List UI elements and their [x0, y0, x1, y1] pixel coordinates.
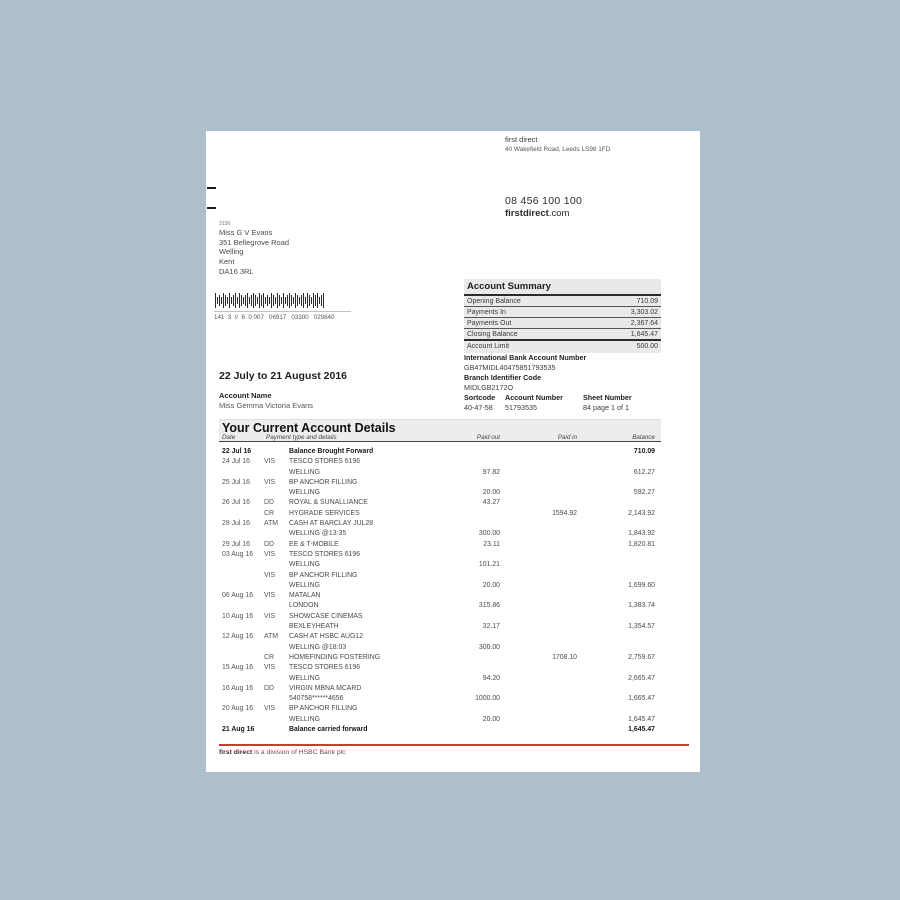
sheet-number-value: 84 page 1 of 1	[583, 403, 629, 412]
transaction-row	[219, 602, 661, 612]
transaction-row	[219, 695, 661, 705]
transaction-row	[219, 716, 661, 726]
transaction-paid-out: 97.82	[482, 468, 500, 476]
transaction-row	[219, 623, 661, 633]
account-summary-row	[464, 294, 661, 306]
account-summary-rows	[464, 294, 661, 351]
transaction-row	[219, 664, 661, 674]
transaction-row	[219, 644, 661, 654]
iban-label: International Bank Account Number	[464, 353, 587, 362]
summary-row-value: 500.00	[636, 342, 658, 350]
iban-value: GB47MIDL40475851793535	[464, 363, 556, 372]
transaction-type: DD	[264, 684, 274, 692]
transaction-detail: BP ANCHOR FILLING	[289, 705, 358, 713]
transaction-type: VIS	[264, 664, 276, 672]
footer-suffix: is a division of HSBC Bank plc	[252, 749, 346, 756]
sortcode-label: Sortcode	[464, 393, 496, 402]
transaction-row	[219, 572, 661, 582]
transaction-paid-out: 20.00	[482, 715, 500, 723]
transaction-row	[219, 613, 661, 623]
transaction-date: 22 Jul 16	[222, 448, 252, 455]
barcode-rule	[214, 311, 351, 312]
footer-divider	[219, 744, 689, 746]
transaction-paid-in: 1708.10	[552, 653, 577, 661]
transaction-row	[219, 675, 661, 685]
summary-row-label: Account Limit	[467, 342, 510, 350]
transaction-row	[219, 499, 661, 509]
account-summary-row	[464, 328, 661, 339]
transaction-balance: 1,354.57	[628, 623, 655, 631]
transaction-detail: WELLING @13:35	[289, 530, 347, 538]
transaction-date: 28 Jul 16	[222, 520, 250, 528]
bank-name: first direct	[505, 135, 538, 144]
transaction-detail: CASH AT BARCLAY JUL28	[289, 520, 374, 528]
summary-row-value: 3,303.02	[630, 308, 658, 316]
transaction-type: VIS	[264, 612, 276, 620]
transaction-row	[219, 448, 661, 458]
summary-row-label: Closing Balance	[467, 330, 518, 338]
transactions-body	[219, 448, 661, 736]
footer-text	[219, 749, 346, 756]
transaction-paid-out: 1000.00	[475, 695, 500, 703]
bank-header	[505, 135, 610, 153]
transaction-paid-out: 20.00	[482, 581, 500, 589]
transactions-header	[219, 419, 661, 442]
barcode-number: 141 3 // 6 0 007 06917 03300 029840	[214, 314, 335, 321]
transaction-type: CR	[264, 509, 274, 517]
transaction-detail: SHOWCASE CINEMAS	[289, 612, 363, 620]
account-summary	[464, 279, 661, 353]
transaction-row	[219, 530, 661, 540]
sortcode-value: 40-47-58	[464, 403, 493, 412]
transaction-detail: WELLING	[289, 468, 321, 476]
transaction-row	[219, 489, 661, 499]
transaction-type: ATM	[264, 520, 279, 528]
transaction-detail: BP ANCHOR FILLING	[289, 571, 358, 579]
account-numbers-values	[464, 403, 629, 413]
transactions-title: Your Current Account Details	[222, 421, 396, 435]
transaction-balance: 1,820.81	[628, 540, 655, 548]
column-header-balance: Balance	[632, 434, 655, 441]
mail-barcode	[215, 291, 339, 309]
transaction-type: VIS	[264, 550, 276, 558]
transaction-detail: 540758******4656	[289, 695, 344, 703]
transaction-row	[219, 520, 661, 530]
transaction-row	[219, 479, 661, 489]
transaction-date: 21 Aug 16	[222, 726, 255, 734]
transaction-detail: CASH AT HSBC AUG12	[289, 633, 364, 641]
transaction-detail: WELLING	[289, 581, 321, 589]
column-header-paid-out: Paid out	[476, 434, 500, 441]
transaction-date: 10 Aug 16	[222, 612, 254, 620]
transaction-detail: BEXLEYHEATH	[289, 623, 339, 631]
transaction-paid-in: 1594.92	[552, 509, 577, 517]
account-number-value: 51793535	[505, 403, 537, 412]
transaction-balance: 1,665.47	[628, 695, 655, 703]
transaction-date: 03 Aug 16	[222, 550, 254, 558]
account-number-label: Account Number	[505, 393, 563, 402]
transaction-detail: Balance Brought Forward	[289, 448, 374, 455]
summary-row-value: 2,367.64	[630, 319, 658, 327]
transaction-type: VIS	[264, 458, 276, 466]
transaction-row	[219, 510, 661, 520]
transaction-row	[219, 469, 661, 479]
bic-value: MIDLGB2172O	[464, 383, 514, 392]
account-info	[464, 353, 632, 413]
bank-contact	[505, 195, 582, 219]
transaction-row	[219, 654, 661, 664]
transaction-paid-out: 94.20	[482, 674, 500, 682]
transaction-paid-out: 20.00	[482, 489, 500, 497]
transaction-paid-out: 23.11	[483, 540, 500, 548]
transaction-detail: BP ANCHOR FILLING	[289, 478, 358, 486]
transaction-paid-out: 32.17	[482, 623, 500, 631]
summary-row-label: Payments Out	[467, 319, 512, 327]
transaction-detail: EE & T-MOBILE	[289, 540, 339, 548]
transaction-date: 25 Jul 16	[222, 478, 250, 486]
transaction-balance: 1,645.47	[628, 726, 655, 734]
account-numbers-labels	[464, 393, 632, 403]
statement-period: 22 July to 21 August 2016	[219, 370, 347, 382]
transaction-detail: TESCO STORES 6196	[289, 550, 361, 558]
transaction-type: VIS	[264, 571, 276, 579]
transaction-detail: HYGRADE SERVICES	[289, 509, 360, 517]
transaction-row	[219, 551, 661, 561]
transaction-type: VIS	[264, 478, 276, 486]
transaction-row	[219, 726, 661, 736]
transaction-type: CR	[264, 653, 274, 661]
transaction-balance: 1,699.60	[628, 581, 655, 589]
transaction-row	[219, 685, 661, 695]
trim-mark	[207, 207, 216, 209]
account-summary-row	[464, 306, 661, 317]
transaction-balance: 2,759.67	[628, 653, 655, 661]
transaction-type: DD	[264, 540, 274, 548]
transaction-date: 15 Aug 16	[222, 664, 254, 672]
transaction-detail: TESCO STORES 6196	[289, 458, 361, 466]
transaction-balance: 1,383.74	[628, 602, 655, 610]
transaction-balance: 710.09	[633, 448, 655, 455]
transaction-balance: 2,143.92	[628, 509, 655, 517]
transaction-type: DD	[264, 499, 274, 507]
bic-label: Branch Identifier Code	[464, 373, 542, 382]
recipient-line: Welling	[219, 247, 244, 257]
trim-mark	[207, 187, 216, 189]
account-summary-row	[464, 317, 661, 328]
footer-brand: first direct	[219, 749, 253, 756]
recipient-line: Kent	[219, 257, 235, 267]
transaction-date: 29 Jul 16	[222, 540, 250, 548]
transaction-row	[219, 561, 661, 571]
transaction-date: 06 Aug 16	[222, 592, 254, 600]
transaction-detail: MATALAN	[289, 592, 321, 600]
transaction-detail: WELLING @18:03	[289, 643, 347, 651]
transaction-detail: WELLING	[289, 561, 321, 569]
recipient-line: DA16 3RL	[219, 266, 254, 276]
bank-address: 40 Wakefield Road, Leeds LS98 1FD	[505, 146, 611, 153]
sheet-number-label: Sheet Number	[583, 393, 632, 402]
account-summary-title: Account Summary	[467, 281, 551, 292]
transaction-detail: HOMEFINDING FOSTERING	[289, 653, 381, 661]
statement-page	[206, 131, 700, 772]
transaction-balance: 1,843.92	[628, 530, 655, 538]
transaction-paid-out: 300.00	[478, 530, 500, 538]
recipient-address	[219, 221, 289, 277]
summary-row-value: 1,645.47	[630, 330, 658, 338]
account-name-value: Miss Gemma Victoria Evans	[219, 401, 314, 410]
summary-row-label: Opening Balance	[467, 297, 521, 305]
transaction-paid-out: 315.86	[478, 602, 500, 610]
transaction-paid-out: 101.21	[478, 561, 500, 569]
transaction-type: VIS	[264, 705, 276, 713]
transaction-detail: WELLING	[289, 715, 321, 723]
bank-phone: 08 456 100 100	[505, 195, 583, 207]
transaction-row	[219, 458, 661, 468]
column-header-paid-in: Paid in	[557, 434, 577, 441]
account-name-label: Account Name	[219, 391, 272, 400]
transaction-date: 12 Aug 16	[222, 633, 254, 641]
transaction-date: 20 Aug 16	[222, 705, 254, 713]
transaction-paid-out: 43.27	[482, 499, 500, 507]
recipient-line: 351 Bellegrove Road	[219, 237, 290, 247]
summary-row-label: Payments In	[467, 308, 506, 316]
mailing-ref: 3136	[219, 221, 231, 227]
column-header-date: Date	[222, 434, 236, 441]
column-header-details: Payment type and details	[266, 434, 337, 441]
transaction-detail: ROYAL & SUNALLIANCE	[289, 499, 368, 507]
transaction-detail: TESCO STORES 6196	[289, 664, 361, 672]
website-suffix: .com	[548, 208, 570, 219]
transaction-date: 24 Jul 16	[222, 458, 250, 466]
transaction-balance: 592.27	[633, 489, 655, 497]
transaction-type: ATM	[264, 633, 279, 641]
transaction-row	[219, 633, 661, 643]
transaction-detail: WELLING	[289, 489, 321, 497]
transaction-balance: 612.27	[633, 468, 655, 476]
website-bold: firstdirect	[505, 208, 549, 219]
transaction-row	[219, 705, 661, 715]
transaction-detail: VIRGIN MBNA MCARD	[289, 684, 362, 692]
transaction-detail: LONDON	[289, 602, 319, 610]
transaction-date: 16 Aug 16	[222, 684, 254, 692]
transaction-row	[219, 582, 661, 592]
bank-website	[505, 208, 582, 219]
transaction-type: VIS	[264, 592, 276, 600]
account-summary-row	[464, 339, 661, 351]
transaction-balance: 2,665.47	[628, 674, 655, 682]
summary-row-value: 710.09	[636, 297, 658, 305]
transaction-row	[219, 592, 661, 602]
transaction-balance: 1,645.47	[628, 715, 655, 723]
transaction-detail: WELLING	[289, 674, 321, 682]
transaction-detail: Balance carried forward	[289, 726, 368, 734]
transaction-date: 26 Jul 16	[222, 499, 250, 507]
recipient-line: Miss G V Evans	[219, 228, 273, 237]
transaction-row	[219, 541, 661, 551]
transaction-paid-out: 300.00	[478, 643, 500, 651]
